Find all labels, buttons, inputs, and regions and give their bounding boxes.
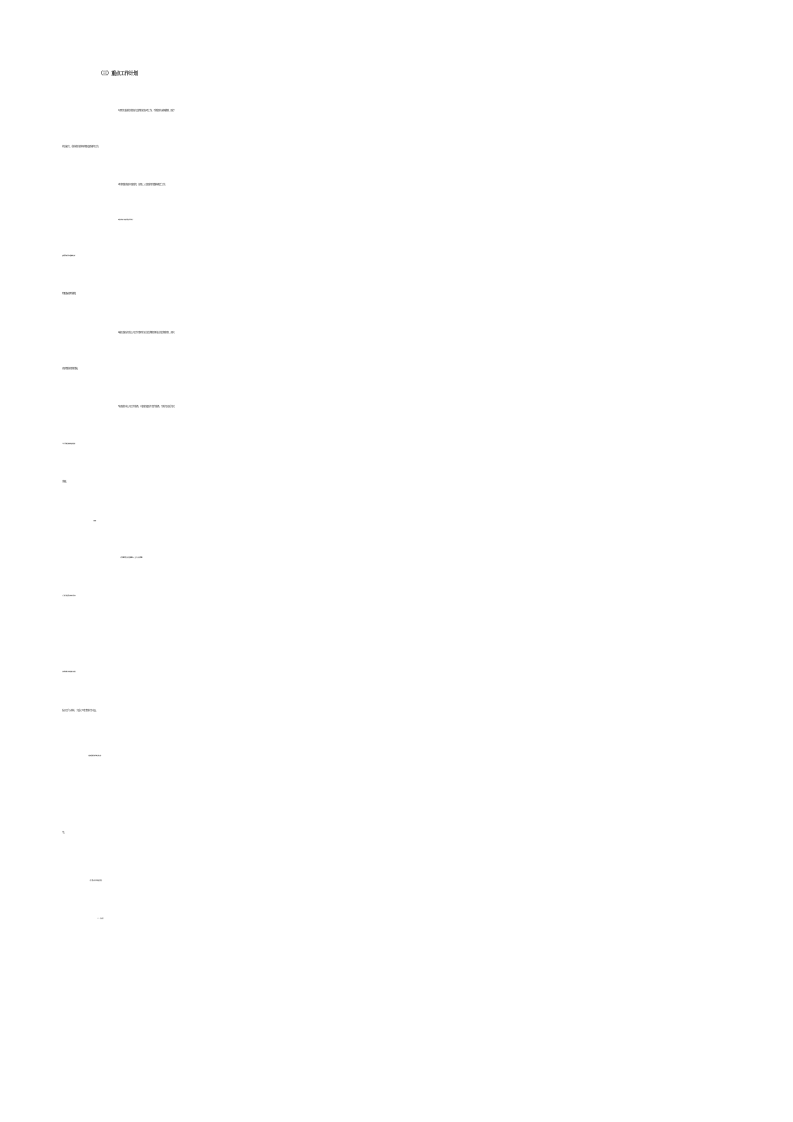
plan-1-line-2: 救治能力，稳步推进各种病毒疫苗接种工作。: [62, 145, 101, 148]
plan-4-line-2: 疾病预防控制措施。: [62, 367, 80, 370]
scope-line-1: 部门整体支出既包括保障机关及所属事业单位基本运行的经费，也公安监: [88, 756, 101, 757]
section-2-heading: 二、部门整体支出管理及使用情况: [88, 881, 102, 882]
plan-5-line-1: 5.加强基本公共卫生服务，巩固家庭医生签约服务，及时完成重点民: [118, 405, 175, 408]
scale-line-2: 万元，主要用于人员工资的发放（含乡镇卫生院基本工资）及单位日常公用: [62, 596, 76, 597]
scale-line-3: [0, 624, 793, 646]
plan-2-line-1: 2.积极推进县中医医院、县第二人民医院的整体搬迁工作。: [118, 183, 167, 186]
basic-line-3: [0, 1023, 793, 1045]
scale-line-5: 险以及“小善举，大爱心”项目帮扶等支出。: [62, 709, 98, 712]
scale-line-4: 计划生育家庭住院护理补贴、计划生育家庭贴息贷款补贴、计划生育家庭保: [62, 672, 76, 673]
plan-4-line-1: 4.建立健全突发公共卫生事件的应急处理机制和长效处理机制，落实: [118, 331, 175, 334]
scale-line-1: 本单位 2023 年整体支出总额 5353.14 万元，其中基本支出 1724.33: [120, 558, 142, 559]
plan-3-line-2: 逐步建立覆盖全县的远程医疗综合应用，继续巩固基本药物制度，完善药: [62, 256, 75, 257]
subheading-2: [0, 510, 793, 532]
section-heading: （三）重点工作计划: [98, 71, 138, 77]
basic-line-2: [0, 985, 793, 1007]
plan-1-line-1: 1.慎终如始抓好常态化疫情防控各项工作。不断提升流调溯源、医疗: [118, 109, 175, 112]
basic-line-1: [0, 947, 793, 969]
scope-line-2: [0, 785, 793, 807]
plan-3-line-3: 物配备使用管理。: [62, 292, 78, 295]
plan-3-line-1: 3.继续推进医药体制改革。加强分级诊疗体系建设，推动互联网+医疗，: [118, 220, 134, 221]
scope-line-3: 等。: [62, 831, 66, 834]
plan-5-line-3: 进展。: [62, 480, 68, 483]
plan-5-line-2: 生实事工作，实施全民健身运动，确保健康芷江建设稳步实施并取得良好: [62, 444, 75, 445]
basic-heading: （一）、基本支出: [96, 919, 104, 920]
